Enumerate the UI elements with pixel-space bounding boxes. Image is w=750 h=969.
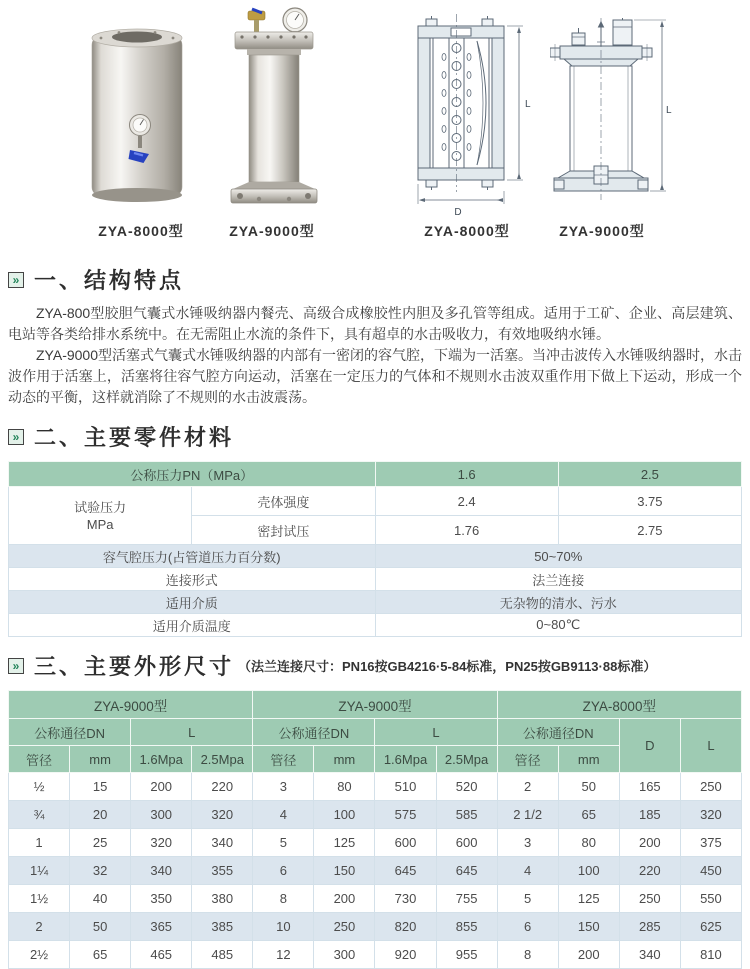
data-cell: 4 [253,801,314,829]
figure-caption: ZYA-8000型 [98,223,184,239]
data-cell: 20 [70,801,131,829]
data-cell: 185 [619,801,680,829]
data-cell: 10 [253,913,314,941]
data-cell: 550 [680,885,741,913]
data-cell: 50 [558,773,619,801]
data-cell: 585 [436,801,497,829]
figure-caption: ZYA-8000型 [424,223,510,239]
section2-heading [0,421,750,452]
data-cell: 645 [436,857,497,885]
data-cell: 100 [558,857,619,885]
data-cell: 5 [253,829,314,857]
data-cell: 6 [497,913,558,941]
data-cell: 2 1/2 [497,801,558,829]
section1-title: 一、结构特点 [34,268,185,293]
data-cell: 820 [375,913,436,941]
section3-subtitle: （法兰连接尺寸：PN16按GB4216·5-84标准，PN25按GB9113·88标准） [238,659,657,674]
pn-16-cell: 1.6 [375,462,558,487]
table-row [9,829,742,857]
seal-16-cell: 1.76 [375,516,558,545]
data-cell: 285 [619,913,680,941]
shell-16-cell: 2.4 [375,487,558,516]
data-cell: 730 [375,885,436,913]
data-cell: 220 [192,773,253,801]
materials-table [8,461,742,637]
photo-zya-9000 [222,3,326,215]
dimension-label-d: D [454,207,462,218]
data-cell: 485 [192,941,253,969]
data-cell: ¾ [9,801,70,829]
row-value-cell: 50~70% [375,545,742,568]
row-value-cell: 0~80℃ [375,614,742,637]
data-cell: 320 [680,801,741,829]
data-cell: 340 [619,941,680,969]
data-cell: 4 [497,857,558,885]
data-cell: 2 [9,913,70,941]
absorber-drawing-8000-image [415,8,531,220]
data-cell: 1 [9,829,70,857]
column-header-cell: mm [314,746,375,773]
data-cell: 40 [70,885,131,913]
data-cell: 80 [558,829,619,857]
drawing-zya-8000 [415,8,531,220]
data-cell: 65 [558,801,619,829]
data-cell: 300 [131,801,192,829]
data-cell: 300 [314,941,375,969]
shell-25-cell: 3.75 [558,487,741,516]
data-cell: 125 [558,885,619,913]
row-value-cell: 无杂物的清水、污水 [375,591,742,614]
data-cell: 920 [375,941,436,969]
data-cell: 625 [680,913,741,941]
table-row [9,913,742,941]
data-cell: 65 [70,941,131,969]
section-bullet-icon: » [8,658,24,674]
l-header-cell: L [680,719,741,773]
data-cell: 855 [436,913,497,941]
data-cell: 385 [192,913,253,941]
product-figures [0,0,750,248]
data-cell: 100 [314,801,375,829]
data-cell: 380 [192,885,253,913]
dimensions-table [8,690,742,969]
data-cell: 125 [314,829,375,857]
table-row [9,885,742,913]
dn-header-cell: 公称通径DN [497,719,619,746]
data-cell: 955 [436,941,497,969]
drawing-zya-9000 [550,18,672,214]
data-cell: 150 [314,857,375,885]
section1-heading [0,264,750,295]
data-cell: 465 [131,941,192,969]
paragraph-zya-9000: ZYA-9000型活塞式气囊式水锤吸纳器的内部有一密闭的容气腔，下端为一活塞。当冲击波传入水锤吸纳器时，水击波作用于活塞上，活塞将往容气腔方向运动，活塞在一定压力的气体和不规则水击波双重作用下做上下运动，形成一个动态的平衡，这样就消除了不规则的水击波震荡。 [8,347,742,405]
shell-label-cell: 壳体强度 [192,487,375,516]
data-cell: 220 [619,857,680,885]
section2-title: 二、主要零件材料 [34,425,235,450]
data-cell: 575 [375,801,436,829]
data-cell: 600 [436,829,497,857]
pn-25-cell: 2.5 [558,462,741,487]
data-cell: 645 [375,857,436,885]
data-cell: 755 [436,885,497,913]
data-cell: 5 [497,885,558,913]
table-row [9,591,742,614]
column-header-cell: 2.5Mpa [192,746,253,773]
data-cell: 340 [131,857,192,885]
l-header-cell: L [375,719,497,746]
data-cell: 450 [680,857,741,885]
row-label-cell: 适用介质 [9,591,376,614]
column-header-cell: 2.5Mpa [436,746,497,773]
data-cell: 250 [619,885,680,913]
group-header-cell: ZYA-8000型 [497,691,741,719]
column-header-cell: mm [70,746,131,773]
photo-zya-8000 [85,20,189,212]
data-cell: 600 [375,829,436,857]
pn-label-cell: 公称压力PN（MPa） [9,462,376,487]
test-pressure-unit: MPa [86,516,114,532]
table-row [9,801,742,829]
group-header-cell: ZYA-9000型 [9,691,253,719]
data-cell: 8 [253,885,314,913]
column-header-cell: mm [558,746,619,773]
row-label-cell: 容气腔压力(占管道压力百分数) [9,545,376,568]
data-cell: 200 [131,773,192,801]
table-row [9,568,742,591]
data-cell: 2½ [9,941,70,969]
column-header-cell: 管径 [497,746,558,773]
column-header-cell: 管径 [253,746,314,773]
data-cell: 15 [70,773,131,801]
row-label-cell: 适用介质温度 [9,614,376,637]
column-header-cell: 1.6Mpa [375,746,436,773]
data-cell: 365 [131,913,192,941]
absorber-photo-8000-image [85,20,189,212]
section-bullet-icon: » [8,429,24,445]
data-cell: 320 [192,801,253,829]
section3-heading [0,650,750,681]
data-cell: 3 [497,829,558,857]
model-group-row [9,691,742,719]
data-cell: 340 [192,829,253,857]
table-row [9,941,742,969]
data-cell: 150 [558,913,619,941]
seal-label-cell: 密封试压 [192,516,375,545]
data-cell: 510 [375,773,436,801]
data-cell: 6 [253,857,314,885]
paragraph-zya-800: ZYA-800型胶胆气囊式水锤吸纳器内餐壳、高级合成橡胶性内胆及多孔管等组成。适用于工矿、企业、高层建筑、电站等各类给排水系统中。在无需阻止水流的条件下，具有超卓的水击吸收力，有效地吸纳水锤。 [8,305,742,342]
sub-header-row [9,719,742,746]
column-header-cell: 1.6Mpa [131,746,192,773]
data-cell: 80 [314,773,375,801]
dimension-label-l: L [525,99,531,110]
data-cell: 165 [619,773,680,801]
data-cell: 350 [131,885,192,913]
row-value-cell: 法兰连接 [375,568,742,591]
d-header-cell: D [619,719,680,773]
test-pressure-label: 试验压力 [74,499,127,515]
table-row [9,545,742,568]
section3-title: 三、主要外形尺寸 [34,654,235,679]
table-row [9,773,742,801]
section1-body [0,295,750,408]
data-cell: 12 [253,941,314,969]
absorber-drawing-9000-image [550,18,672,214]
data-cell: 25 [70,829,131,857]
data-cell: 810 [680,941,741,969]
dn-header-cell: 公称通径DN [9,719,131,746]
data-cell: 1½ [9,885,70,913]
row-label-cell: 连接形式 [9,568,376,591]
data-cell: 250 [314,913,375,941]
group-header-cell: ZYA-9000型 [253,691,497,719]
materials-header-row [9,462,742,487]
column-header-cell: 管径 [9,746,70,773]
figure-caption: ZYA-9000型 [229,223,315,239]
data-cell: 375 [680,829,741,857]
data-cell: 200 [314,885,375,913]
test-pressure-cell [9,487,192,545]
data-cell: 3 [253,773,314,801]
section-bullet-icon: » [8,272,24,288]
data-cell: 32 [70,857,131,885]
table-row [9,614,742,637]
seal-25-cell: 2.75 [558,516,741,545]
l-header-cell: L [131,719,253,746]
dimension-label-l: L [666,105,672,116]
data-cell: 50 [70,913,131,941]
data-cell: 8 [497,941,558,969]
data-cell: 2 [497,773,558,801]
table-row [9,487,742,516]
data-cell: 200 [558,941,619,969]
data-cell: 320 [131,829,192,857]
data-cell: 520 [436,773,497,801]
data-cell: 200 [619,829,680,857]
table-row [9,857,742,885]
data-cell: ½ [9,773,70,801]
absorber-photo-9000-image [222,3,326,215]
figure-caption: ZYA-9000型 [559,223,645,239]
data-cell: 1¼ [9,857,70,885]
data-cell: 355 [192,857,253,885]
data-cell: 250 [680,773,741,801]
dn-header-cell: 公称通径DN [253,719,375,746]
